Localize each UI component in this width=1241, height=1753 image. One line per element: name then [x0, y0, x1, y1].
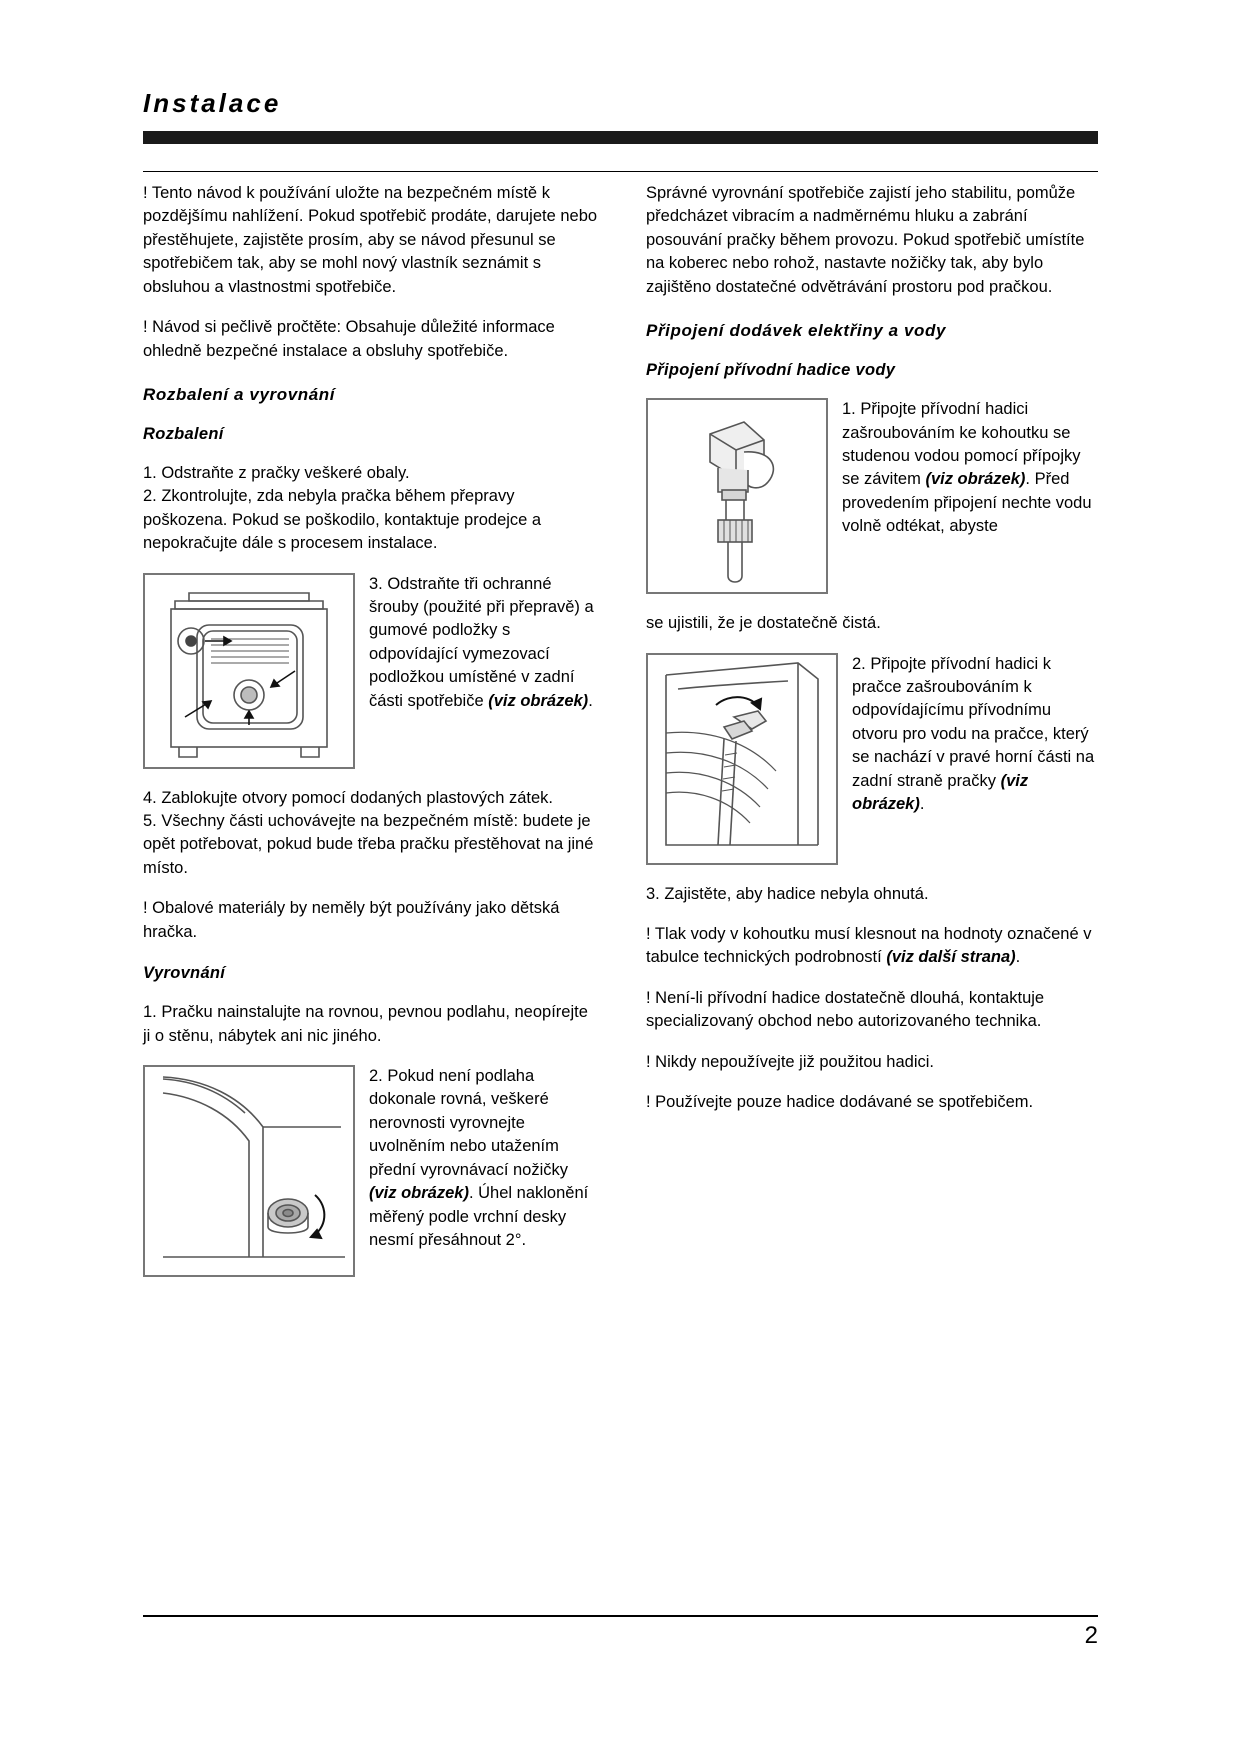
- hose-step-1-tail: se ujistili, že je dostatečně čistá.: [646, 614, 881, 633]
- right-column: [646, 182, 1101, 1295]
- step-block-holes: 4. Zablokujte otvory pomocí dodaných plastových zátek.: [143, 788, 553, 807]
- fig-washer-back: [143, 573, 355, 769]
- warning-hose-length: ! Není-li přívodní hadice dostatečně dlouhá, kontaktuje specializovaný obchod nebo autorizovaného technika.: [646, 988, 1045, 1031]
- leveling-foot-figure: [145, 1067, 353, 1275]
- leveling-step-2: 2. Pokud není podlaha dokonale rovná, veškeré nerovnosti vyrovnejte uvolněním nebo utažením přední vyrovnávací nožičky (viz obrázek). Úhel naklonění měřený podle vrchní desky nesmí přesáhnout 2°.: [369, 1067, 589, 1249]
- left-column: [143, 182, 598, 1295]
- figure-row-tap-connection: [646, 398, 1101, 594]
- paragraph-read-manual: ! Návod si pečlivě pročtěte: Obsahuje důležité informace ohledně bezpečné instalace a obsluhy spotřebiče.: [143, 318, 555, 360]
- footer-divider: [143, 1615, 1098, 1617]
- machine-water-inlet-figure: [648, 655, 836, 863]
- header-rule: [143, 131, 1098, 144]
- paragraph-correct-leveling: Správné vyrovnání spotřebiče zajistí jeho stabilitu, pomůže předcházet vibracím a nadměrnému hluku a zabrání posouvání pračky během provozu. Pokud spotřebič umístíte na koberec nebo rohož, nastavte nožičky tak, aby bylo zajištěno dostatečné odvětrávání prostoru pod pračkou.: [646, 184, 1085, 296]
- warning-supplied-hose: ! Používejte pouze hadice dodávané se spotřebičem.: [646, 1093, 1034, 1112]
- heading-water-inlet-hose: Připojení přívodní hadice vody: [646, 361, 896, 380]
- step-keep-parts: 5. Všechny části uchovávejte na bezpečném místě: budete je opět potřebovat, pokud bude třeba pračku přestěhovat na jiné místo.: [143, 812, 594, 877]
- heading-unpacking: Rozbalení: [143, 424, 224, 443]
- hose-step-3: 3. Zajistěte, aby hadice nebyla ohnutá.: [646, 884, 929, 903]
- page-title: Instalace: [143, 88, 282, 118]
- two-column-body: [143, 182, 1101, 1295]
- figure-row-machine-inlet: [646, 653, 1101, 865]
- page-header: [143, 88, 1098, 144]
- emphasis-see-figure-4: (viz obrázek): [852, 771, 1029, 814]
- heading-electricity-water: Připojení dodávek elektřiny a vody: [646, 321, 947, 341]
- fig-tap-connection: [646, 398, 828, 594]
- emphasis-see-figure-3: (viz obrázek): [925, 470, 1026, 489]
- figure-row-rear-screws: [143, 573, 598, 769]
- content-top-divider: [143, 171, 1098, 172]
- heading-unpacking-leveling: Rozbalení a vyrovnání: [143, 384, 336, 404]
- heading-leveling: Vyrovnání: [143, 964, 226, 983]
- water-tap-connection-figure: [648, 400, 826, 592]
- fig-leveling-foot: [143, 1065, 355, 1277]
- step-check-damage: 2. Zkontrolujte, zda nebyla pračka během přepravy poškozena. Pokud se poškodilo, kontaktuje prodejce a nepokračujte dále s procesem instalace.: [143, 487, 542, 553]
- page-number: 2: [1084, 1622, 1098, 1649]
- hose-step-1: 1. Připojte přívodní hadici zašroubováním ke kohoutku se studenou vodou pomocí přípojky se závitem (viz obrázek). Před provedením připojení nechte vodu volně odtékat, abyste: [842, 400, 1092, 536]
- warning-packaging-toy: ! Obalové materiály by neměly být používány jako dětská hračka.: [143, 899, 560, 941]
- hose-step-2: 2. Připojte přívodní hadici k pračce zašroubováním k odpovídajícímu přívodnímu otvoru pro vodu na pračce, který se nachází v pravé horní části na zadní straně pračky (viz obrázek).: [852, 654, 1095, 814]
- step-remove-transport-screws: 3. Odstraňte tři ochranné šrouby (použité při přepravě) a gumové podložky s odpovídající vymezovací podložkou umístěné v zadní části spotřebiče (viz obrázek).: [369, 574, 594, 710]
- figure-row-leveling-foot: [143, 1065, 598, 1277]
- emphasis-next-page: (viz další strana): [886, 948, 1016, 967]
- warning-water-pressure: ! Tlak vody v kohoutku musí klesnout na hodnoty označené v tabulce technických podrobností (viz další strana).: [646, 924, 1092, 967]
- step-remove-packaging: 1. Odstraňte z pračky veškeré obaly.: [143, 463, 410, 482]
- fig-machine-inlet: [646, 653, 838, 865]
- leveling-step-1: 1. Pračku nainstalujte na rovnou, pevnou podlahu, neopírejte ji o stěnu, nábytek ani nic jiného.: [143, 1003, 588, 1045]
- washing-machine-rear-figure: [145, 575, 353, 767]
- warning-used-hose: ! Nikdy nepoužívejte již použitou hadici.: [646, 1052, 934, 1071]
- emphasis-see-figure-2: (viz obrázek): [369, 1184, 469, 1203]
- paragraph-keep-manual: ! Tento návod k používání uložte na bezpečném místě k pozdějšímu nahlížení. Pokud spotřebič prodáte, darujete nebo přestěhujete, zajistěte prosím, aby se návod přesunul se spotřebičem tak, aby se mohl nový vlastník seznámit s obsluhou a vlastnostmi spotřebiče.: [143, 184, 598, 296]
- emphasis-see-figure: (viz obrázek): [488, 691, 589, 710]
